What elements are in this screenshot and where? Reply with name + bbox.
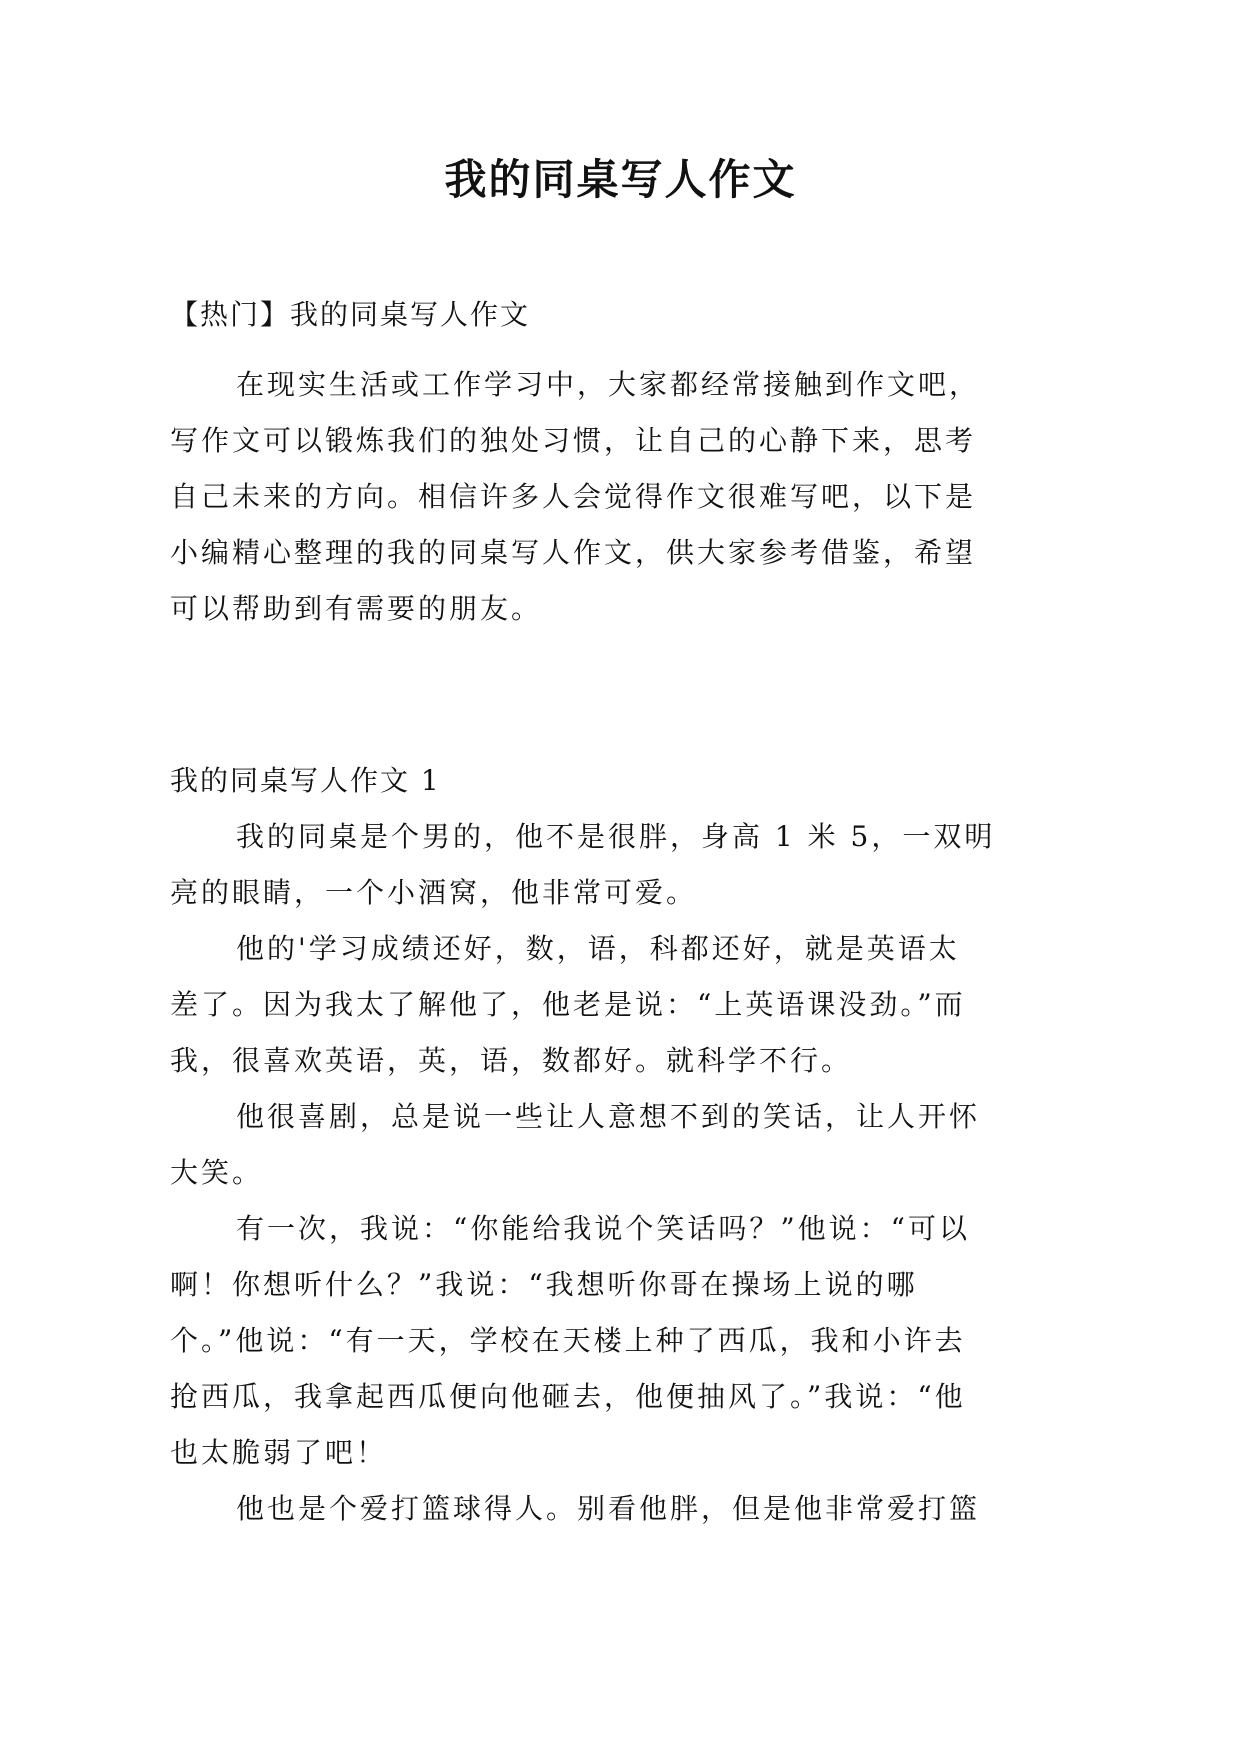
body-line: 他也是个爱打篮球得人。别看他胖，但是他非常爱打篮 xyxy=(236,1492,981,1525)
intro-line: 在现实生活或工作学习中，大家都经常接触到作文吧， xyxy=(236,368,981,401)
essay-body xyxy=(170,809,1060,1537)
body-line: 亮的眼睛，一个小酒窝，他非常可爱。 xyxy=(170,876,698,909)
document-subtitle: 【热门】我的同桌写人作文 xyxy=(170,298,531,331)
body-line: 大笑。 xyxy=(170,1156,264,1189)
body-line: 啊！你想听什么？”我说：“我想听你哥在操场上说的哪 xyxy=(170,1268,918,1301)
body-line: 抢西瓜，我拿起西瓜便向他砸去，他便抽风了。”我说：“他 xyxy=(170,1380,966,1413)
body-line: 个。”他说：“有一天，学校在天楼上种了西瓜，我和小许去 xyxy=(170,1324,966,1357)
body-line: 我的同桌是个男的，他不是很胖，身高 1 米 5，一双明 xyxy=(236,820,996,853)
intro-line: 写作文可以锻炼我们的独处习惯，让自己的心静下来，思考 xyxy=(170,424,977,457)
body-line: 他很喜剧，总是说一些让人意想不到的笑话，让人开怀 xyxy=(236,1100,981,1133)
body-line: 差了。因为我太了解他了，他老是说：“上英语课没劲。”而 xyxy=(170,988,966,1021)
section-heading: 我的同桌写人作文 1 xyxy=(170,764,441,797)
intro-paragraph xyxy=(170,357,1060,637)
document-title: 我的同桌写人作文 xyxy=(444,155,797,204)
body-line: 也太脆弱了吧！ xyxy=(170,1436,388,1469)
body-line: 我，很喜欢英语，英，语，数都好。就科学不行。 xyxy=(170,1044,853,1077)
body-line: 他的'学习成绩还好，数，语，科都还好，就是英语太 xyxy=(236,932,960,965)
body-line: 有一次，我说：“你能给我说个笑话吗？”他说：“可以 xyxy=(236,1212,970,1245)
intro-line: 可以帮助到有需要的朋友。 xyxy=(170,592,543,625)
intro-line: 自己未来的方向。相信许多人会觉得作文很难写吧，以下是 xyxy=(170,480,977,513)
intro-line: 小编精心整理的我的同桌写人作文，供大家参考借鉴，希望 xyxy=(170,536,977,569)
